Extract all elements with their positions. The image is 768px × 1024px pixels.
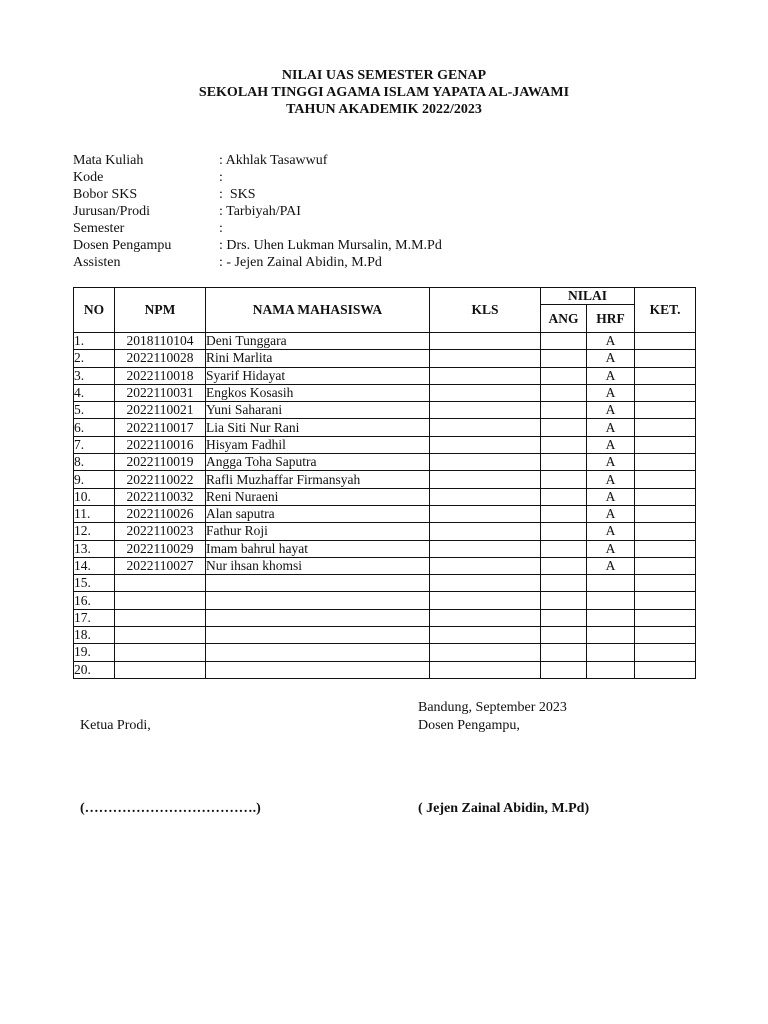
row-ket xyxy=(635,333,696,350)
signature-left-name: (……………………………….) xyxy=(80,801,261,816)
row-hrf xyxy=(587,661,635,678)
row-student-name xyxy=(206,592,430,609)
row-student-name: Alan saputra xyxy=(206,505,430,522)
row-ket xyxy=(635,523,696,540)
row-number: 18. xyxy=(74,627,115,644)
table-row xyxy=(74,436,696,453)
row-ang xyxy=(541,575,587,592)
row-npm: 2022110018 xyxy=(115,367,206,384)
row-ang xyxy=(541,523,587,540)
row-number: 6. xyxy=(74,419,115,436)
row-kls xyxy=(430,419,541,436)
row-student-name: Lia Siti Nur Rani xyxy=(206,419,430,436)
row-kls xyxy=(430,333,541,350)
row-npm xyxy=(115,592,206,609)
row-number: 14. xyxy=(74,557,115,574)
row-student-name xyxy=(206,661,430,678)
table-row xyxy=(74,384,696,401)
row-ang xyxy=(541,644,587,661)
info-label: Bobor SKS xyxy=(73,187,138,202)
course-info xyxy=(73,152,442,271)
row-ang xyxy=(541,505,587,522)
info-value: : xyxy=(219,170,223,185)
row-student-name xyxy=(206,575,430,592)
row-number: 8. xyxy=(74,454,115,471)
header-academic-year: TAHUN AKADEMIK 2022/2023 xyxy=(286,102,482,117)
info-value: : Drs. Uhen Lukman Mursalin, M.M.Pd xyxy=(219,238,442,253)
signature-left-title: Ketua Prodi, xyxy=(80,718,151,733)
row-npm: 2022110019 xyxy=(115,454,206,471)
row-hrf: A xyxy=(587,557,635,574)
row-student-name: Reni Nuraeni xyxy=(206,488,430,505)
row-ang xyxy=(541,557,587,574)
info-label: Dosen Pengampu xyxy=(73,238,172,253)
row-ket xyxy=(635,627,696,644)
info-row-jurusan xyxy=(73,203,442,220)
row-student-name: Rafli Muzhaffar Firmansyah xyxy=(206,471,430,488)
row-ang xyxy=(541,333,587,350)
row-kls xyxy=(430,661,541,678)
row-ket xyxy=(635,644,696,661)
header-npm: NPM xyxy=(115,288,206,333)
row-ket xyxy=(635,592,696,609)
row-npm: 2022110022 xyxy=(115,471,206,488)
header-ang: ANG xyxy=(541,305,587,333)
table-row xyxy=(74,419,696,436)
row-number: 4. xyxy=(74,384,115,401)
row-number: 16. xyxy=(74,592,115,609)
info-row-assisten xyxy=(73,254,442,271)
row-number: 9. xyxy=(74,471,115,488)
row-npm xyxy=(115,661,206,678)
row-npm: 2022110017 xyxy=(115,419,206,436)
table-row xyxy=(74,540,696,557)
info-value: : Akhlak Tasawwuf xyxy=(219,153,328,168)
info-label: Mata Kuliah xyxy=(73,153,144,168)
row-ket xyxy=(635,575,696,592)
row-kls xyxy=(430,609,541,626)
row-ang xyxy=(541,661,587,678)
row-number: 7. xyxy=(74,436,115,453)
row-number: 10. xyxy=(74,488,115,505)
table-row xyxy=(74,454,696,471)
row-number: 12. xyxy=(74,523,115,540)
table-row xyxy=(74,609,696,626)
row-hrf xyxy=(587,644,635,661)
header-hrf: HRF xyxy=(587,305,635,333)
row-kls xyxy=(430,367,541,384)
row-ang xyxy=(541,540,587,557)
info-value: : SKS xyxy=(219,187,256,202)
info-value: : Tarbiyah/PAI xyxy=(219,204,301,219)
row-hrf: A xyxy=(587,367,635,384)
row-kls xyxy=(430,575,541,592)
row-ket xyxy=(635,350,696,367)
row-kls xyxy=(430,454,541,471)
row-number: 17. xyxy=(74,609,115,626)
row-ket xyxy=(635,454,696,471)
header-title: NILAI UAS SEMESTER GENAP xyxy=(281,68,487,83)
table-row xyxy=(74,644,696,661)
row-hrf: A xyxy=(587,384,635,401)
signature-place-date: Bandung, September 2023 xyxy=(418,700,567,715)
header-nilai: NILAI xyxy=(541,288,635,305)
row-npm: 2018110104 xyxy=(115,333,206,350)
row-student-name: Syarif Hidayat xyxy=(206,367,430,384)
signature-right-name: ( Jejen Zainal Abidin, M.Pd) xyxy=(418,801,590,816)
row-npm: 2022110016 xyxy=(115,436,206,453)
row-kls xyxy=(430,644,541,661)
header-no: NO xyxy=(74,288,115,333)
grades-body xyxy=(74,333,696,679)
row-kls xyxy=(430,505,541,522)
row-kls xyxy=(430,488,541,505)
row-number: 5. xyxy=(74,402,115,419)
row-ket xyxy=(635,402,696,419)
row-ang xyxy=(541,367,587,384)
row-ket xyxy=(635,436,696,453)
info-label: Kode xyxy=(73,170,104,185)
row-hrf: A xyxy=(587,402,635,419)
row-hrf xyxy=(587,592,635,609)
row-number: 20. xyxy=(74,661,115,678)
document-header xyxy=(0,67,768,118)
row-ang xyxy=(541,402,587,419)
info-row-kode xyxy=(73,169,442,186)
row-kls xyxy=(430,523,541,540)
row-kls xyxy=(430,557,541,574)
row-hrf: A xyxy=(587,419,635,436)
row-ang xyxy=(541,627,587,644)
info-label: Jurusan/Prodi xyxy=(73,204,150,219)
row-npm: 2022110023 xyxy=(115,523,206,540)
row-hrf: A xyxy=(587,436,635,453)
header-institution: SEKOLAH TINGGI AGAMA ISLAM YAPATA AL-JAWAMI xyxy=(198,85,570,100)
row-kls xyxy=(430,540,541,557)
row-ang xyxy=(541,454,587,471)
row-number: 1. xyxy=(74,333,115,350)
table-row xyxy=(74,627,696,644)
row-number: 3. xyxy=(74,367,115,384)
row-ang xyxy=(541,592,587,609)
table-row xyxy=(74,557,696,574)
row-hrf: A xyxy=(587,505,635,522)
row-kls xyxy=(430,384,541,401)
row-number: 19. xyxy=(74,644,115,661)
row-hrf: A xyxy=(587,333,635,350)
row-ket xyxy=(635,367,696,384)
table-row xyxy=(74,333,696,350)
row-hrf: A xyxy=(587,471,635,488)
row-hrf: A xyxy=(587,350,635,367)
row-ang xyxy=(541,384,587,401)
row-kls xyxy=(430,436,541,453)
table-row xyxy=(74,488,696,505)
row-npm: 2022110031 xyxy=(115,384,206,401)
row-npm xyxy=(115,609,206,626)
row-ket xyxy=(635,419,696,436)
header-nama-mahasiswa: NAMA MAHASISWA xyxy=(206,288,430,333)
row-hrf xyxy=(587,627,635,644)
row-npm: 2022110027 xyxy=(115,557,206,574)
row-student-name xyxy=(206,627,430,644)
info-value: : xyxy=(219,221,223,236)
table-row xyxy=(74,471,696,488)
info-row-bobot-sks xyxy=(73,186,442,203)
row-ket xyxy=(635,488,696,505)
row-kls xyxy=(430,471,541,488)
row-kls xyxy=(430,592,541,609)
table-row xyxy=(74,505,696,522)
row-student-name: Fathur Roji xyxy=(206,523,430,540)
row-npm: 2022110029 xyxy=(115,540,206,557)
header-kls: KLS xyxy=(430,288,541,333)
row-ang xyxy=(541,436,587,453)
row-student-name xyxy=(206,644,430,661)
table-row xyxy=(74,523,696,540)
row-ang xyxy=(541,471,587,488)
row-kls xyxy=(430,402,541,419)
row-number: 11. xyxy=(74,505,115,522)
row-student-name xyxy=(206,609,430,626)
row-npm xyxy=(115,627,206,644)
row-npm: 2022110026 xyxy=(115,505,206,522)
table-row xyxy=(74,661,696,678)
info-row-semester xyxy=(73,220,442,237)
table-row xyxy=(74,592,696,609)
row-hrf: A xyxy=(587,488,635,505)
row-ket xyxy=(635,540,696,557)
row-number: 15. xyxy=(74,575,115,592)
row-npm xyxy=(115,644,206,661)
row-student-name: Imam bahrul hayat xyxy=(206,540,430,557)
signature-right-title: Dosen Pengampu, xyxy=(418,718,520,733)
row-ket xyxy=(635,505,696,522)
row-npm: 2022110021 xyxy=(115,402,206,419)
row-student-name: Rini Marlita xyxy=(206,350,430,367)
row-student-name: Yuni Saharani xyxy=(206,402,430,419)
row-ang xyxy=(541,488,587,505)
table-row xyxy=(74,367,696,384)
row-kls xyxy=(430,627,541,644)
row-ket xyxy=(635,471,696,488)
info-row-dosen xyxy=(73,237,442,254)
header-ket: KET. xyxy=(635,288,696,333)
table-row xyxy=(74,575,696,592)
table-row xyxy=(74,402,696,419)
info-value: : - Jejen Zainal Abidin, M.Pd xyxy=(219,255,382,270)
row-npm: 2022110028 xyxy=(115,350,206,367)
table-row xyxy=(74,350,696,367)
row-hrf: A xyxy=(587,523,635,540)
row-student-name: Angga Toha Saputra xyxy=(206,454,430,471)
row-kls xyxy=(430,350,541,367)
row-hrf xyxy=(587,609,635,626)
row-ket xyxy=(635,661,696,678)
row-number: 13. xyxy=(74,540,115,557)
row-number: 2. xyxy=(74,350,115,367)
row-ang xyxy=(541,350,587,367)
info-row-mata-kuliah xyxy=(73,152,442,169)
row-npm xyxy=(115,575,206,592)
row-ket xyxy=(635,557,696,574)
row-hrf: A xyxy=(587,454,635,471)
row-student-name: Engkos Kosasih xyxy=(206,384,430,401)
row-hrf: A xyxy=(587,540,635,557)
grades-table xyxy=(73,287,696,679)
row-hrf xyxy=(587,575,635,592)
info-label: Semester xyxy=(73,221,125,236)
info-label: Assisten xyxy=(73,255,121,270)
row-student-name: Nur ihsan khomsi xyxy=(206,557,430,574)
row-ket xyxy=(635,384,696,401)
row-student-name: Hisyam Fadhil xyxy=(206,436,430,453)
row-ket xyxy=(635,609,696,626)
row-npm: 2022110032 xyxy=(115,488,206,505)
row-ang xyxy=(541,609,587,626)
row-ang xyxy=(541,419,587,436)
row-student-name: Deni Tunggara xyxy=(206,333,430,350)
